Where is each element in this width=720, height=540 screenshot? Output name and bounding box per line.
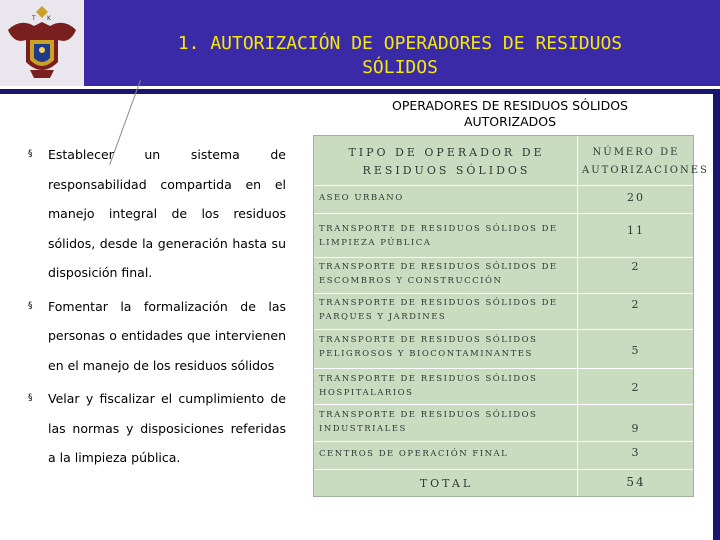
bullet-icon: § [28,300,33,311]
bullet-list [28,140,286,477]
table-row-value: 11 [627,224,645,237]
table-title [360,98,660,130]
table-row-value: 3 [631,446,641,459]
table-row-value: 2 [631,298,641,311]
table-title-line2: AUTORIZADOS [463,114,557,129]
page-title [90,32,710,80]
list-item-text: Fomentar la formalización de las personas o entidades que intervienen en el manejo de los residuos sólidos [48,298,286,373]
table-row-value: 2 [631,381,641,394]
table-row-label: TRANSPORTE DE RESIDUOS SÓLIDOS DE ESCOMBROS Y CONSTRUCCIÓN [319,262,558,286]
table-title-line1: OPERADORES DE RESIDUOS SÓLIDOS [391,98,628,113]
row-divider [314,329,693,330]
table-row-label: CENTROS DE OPERACIÓN FINAL [319,449,509,459]
list-item-text: Velar y fiscalizar el cumplimiento de las normas y disposiciones referidas a la limpieza pública. [48,391,286,465]
total-label: TOTAL [419,477,474,490]
svg-text:K: K [47,15,51,22]
table-row-label: TRANSPORTE DE RESIDUOS SÓLIDOS DE PARQUES Y JARDINES [319,298,558,322]
row-divider [314,469,693,470]
row-divider [314,293,693,294]
list-item [28,292,286,381]
bullet-icon: § [28,393,33,403]
header-type: TIPO DE OPERADOR DE RESIDUOS SÓLIDOS [348,146,545,177]
row-divider [314,441,693,442]
row-divider [314,368,693,369]
row-divider [314,257,693,258]
list-item [28,384,286,473]
table-row-label: TRANSPORTE DE RESIDUOS SÓLIDOS INDUSTRIALES [319,410,538,434]
row-divider [314,213,693,214]
page-title-line1: 1. AUTORIZACIÓN DE OPERADORES DE RESIDUOS [177,33,623,54]
svg-text:T: T [32,15,36,22]
table-row-value: 9 [631,422,641,435]
table-row-value: 20 [627,191,645,204]
municipal-crest-icon [0,0,84,86]
page-title-line2: SÓLIDOS [362,57,438,78]
total-value: 54 [626,475,646,489]
column-divider [577,136,578,496]
table-row-value: 2 [631,260,641,273]
row-divider [314,404,693,405]
table-row-value: 5 [631,344,641,357]
row-divider [314,185,693,186]
table-row-label: TRANSPORTE DE RESIDUOS SÓLIDOS DE LIMPIEZA PÚBLICA [319,224,558,248]
list-item-text: Establecer un sistema de responsabilidad compartida en el manejo integral de los residuos sólidos, desde la generación hasta su disposición final. [48,147,286,280]
right-border [713,94,720,540]
list-item [28,140,286,288]
table-row-label: TRANSPORTE DE RESIDUOS SÓLIDOS PELIGROSOS Y BIOCONTAMINANTES [319,335,538,359]
table-row-label: TRANSPORTE DE RESIDUOS SÓLIDOS HOSPITALARIOS [319,374,538,398]
operators-table [313,135,709,497]
header-count: NÚMERO DE AUTORIZACIONES [582,147,709,176]
table-row-label: ASEO URBANO [319,193,404,203]
bullet-icon: § [28,149,33,159]
